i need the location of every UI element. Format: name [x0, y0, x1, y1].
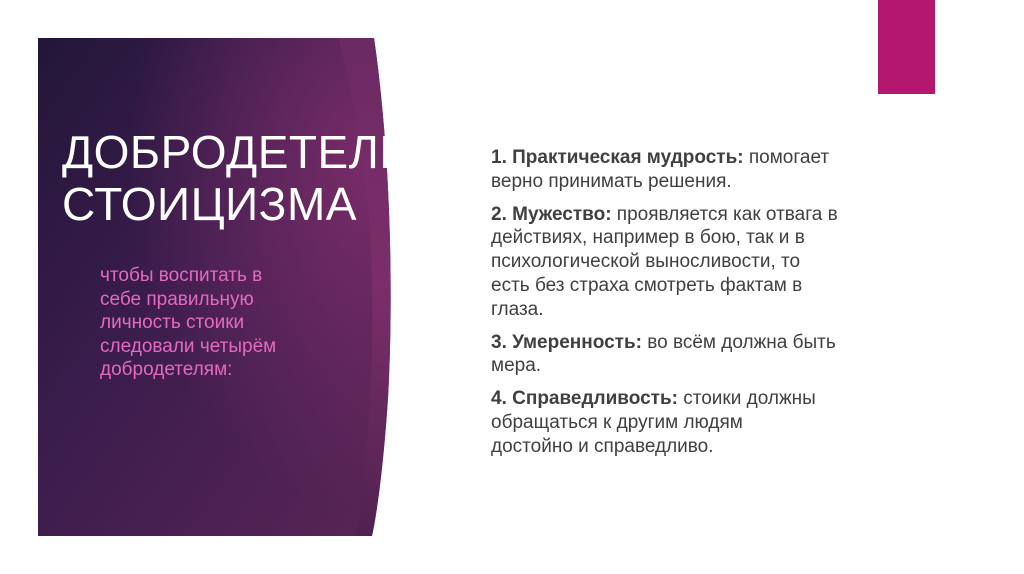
virtue-text: есть без страха смотреть фактам в — [491, 274, 803, 296]
slide-title — [62, 126, 413, 230]
virtue-text: помогает — [743, 147, 830, 168]
virtue-label: 4. Справедливость: — [491, 388, 678, 410]
title-panel — [38, 38, 413, 536]
virtue-text: обращаться к другим людям — [491, 411, 743, 433]
virtue-item-courage — [491, 203, 931, 322]
slide-subtitle-line: следовали четырём — [100, 335, 277, 357]
virtue-line — [491, 146, 931, 170]
virtues-list — [491, 146, 931, 468]
virtue-item-temperance — [491, 331, 931, 379]
accent-bar — [878, 0, 935, 94]
virtue-text: действиях, например в бою, так и в — [491, 227, 805, 249]
virtue-item-justice — [491, 387, 931, 458]
virtue-text: психологической выносливости, то — [491, 251, 801, 273]
virtue-label: 1. Практическая мудрость: — [491, 147, 744, 168]
virtue-text: во всём должна быть — [641, 331, 836, 353]
slide-subtitle-line: личность стоики — [100, 312, 245, 333]
slide-title-line: ДОБРОДЕТЕЛИ — [62, 126, 413, 178]
virtue-text: проявляется как отвага в — [611, 203, 838, 225]
virtue-line — [491, 203, 931, 227]
slide-title-line: СТОИЦИЗМА — [62, 178, 357, 230]
virtue-label: 2. Мужество: — [491, 203, 612, 225]
virtue-label: 3. Умеренность: — [491, 331, 642, 353]
virtue-item-wisdom — [491, 146, 931, 194]
virtue-text: стоики должны — [677, 388, 816, 410]
slide-subtitle — [100, 264, 340, 382]
virtue-line — [491, 331, 931, 355]
virtue-text: мера. — [491, 355, 542, 377]
virtue-text: достойно и справедливо. — [491, 435, 714, 457]
slide-subtitle-line: себе правильную — [100, 288, 254, 310]
slide-subtitle-line: чтобы воспитать в — [100, 265, 263, 286]
virtue-text: глаза. — [491, 298, 544, 320]
virtue-line — [491, 387, 931, 411]
slide-subtitle-line: добродетелям: — [100, 359, 233, 380]
virtue-text: верно принимать решения. — [491, 170, 732, 192]
